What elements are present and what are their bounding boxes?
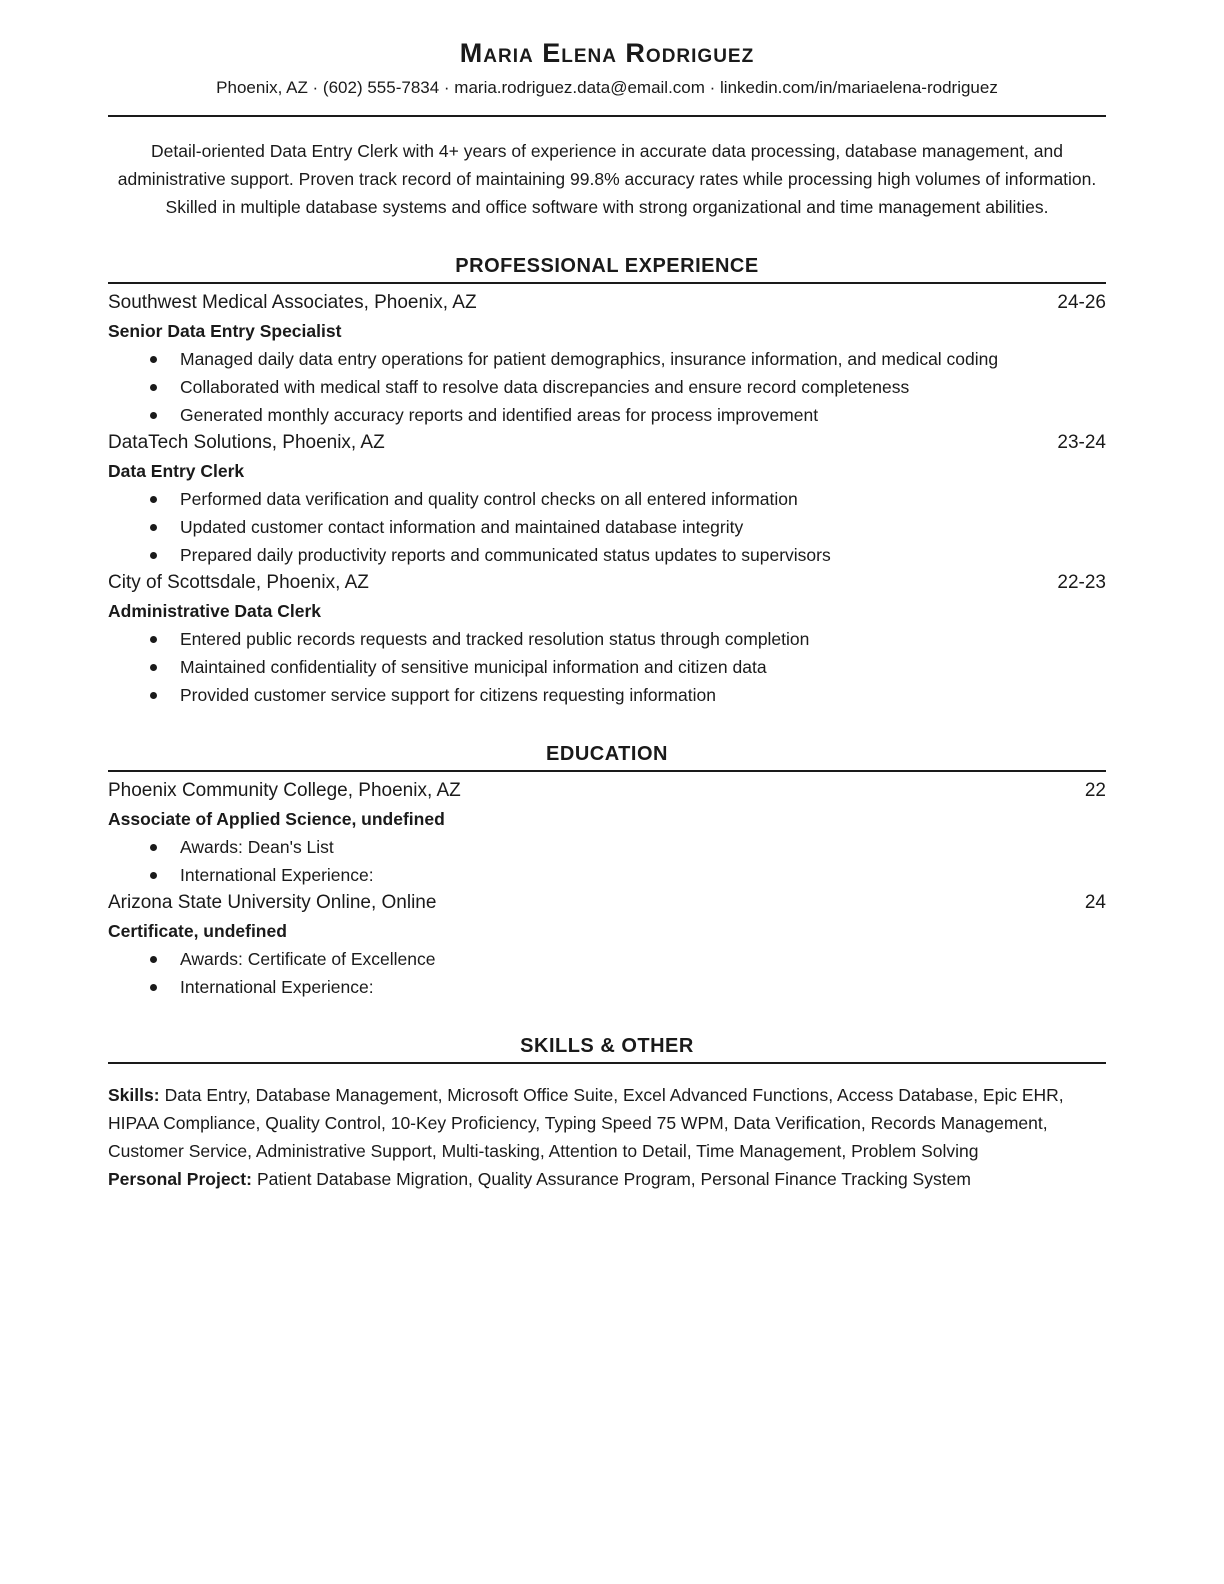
- header-divider: [108, 115, 1106, 117]
- school-bullet: Awards: Dean's List: [180, 833, 1106, 861]
- job-role: Senior Data Entry Specialist: [108, 321, 342, 341]
- education-section-title: EDUCATION: [108, 742, 1106, 772]
- skills-paragraph: [108, 1081, 1106, 1165]
- skills-list-text: Data Entry, Database Management, Microsoft Office Suite, Excel Advanced Functions, Access Database, Epic EHR, HIPAA Compliance, Quality Control, 10-Key Proficiency, Typing Speed 75 WPM, Data Verification, Records Management, Customer Service, Administrative Support, Multi-tasking, Attention to Detail, Time Management, Problem Solving: [108, 1085, 1064, 1161]
- job-bullet: Maintained confidentiality of sensitive municipal information and citizen data: [180, 653, 1106, 681]
- job-bullet: Provided customer service support for citizens requesting information: [180, 681, 1106, 709]
- school-bullet: International Experience:: [180, 973, 1106, 1001]
- summary-paragraph: Detail-oriented Data Entry Clerk with 4+ years of experience in accurate data processing, database management, and administrative support. Proven track record of maintaining 99.8% accuracy rates while processing high volumes of information. Skilled in multiple database systems and office software with strong organizational and time management abilities.: [117, 141, 1097, 217]
- job-entry-city-of-scottsdale: [108, 569, 1106, 709]
- school-dates: 22: [1084, 780, 1106, 801]
- school-bullet: Awards: Certificate of Excellence: [180, 945, 1106, 973]
- job-company: DataTech Solutions, Phoenix, AZ: [108, 432, 385, 453]
- school-bullet-list: [108, 945, 1106, 1001]
- education-entry-phoenix-community-college: [108, 777, 1106, 889]
- job-entry-datatech: [108, 429, 1106, 569]
- job-bullet: Updated customer contact information and maintained database integrity: [180, 513, 1106, 541]
- job-dates: 24-26: [1057, 292, 1106, 313]
- experience-section-title: PROFESSIONAL EXPERIENCE: [108, 254, 1106, 284]
- personal-project-label: Personal Project:: [108, 1169, 252, 1189]
- candidate-name: Maria Elena Rodriguez: [459, 38, 755, 68]
- job-company: City of Scottsdale, Phoenix, AZ: [108, 572, 369, 593]
- section-skills-other: [108, 1034, 1106, 1193]
- job-bullet: Performed data verification and quality control checks on all entered information: [180, 485, 1106, 513]
- school-name: Phoenix Community College, Phoenix, AZ: [108, 780, 461, 801]
- skills-label: Skills:: [108, 1085, 160, 1105]
- school-dates: 24: [1084, 892, 1106, 913]
- personal-project-paragraph: [108, 1165, 1106, 1193]
- job-bullet-list: [108, 485, 1106, 569]
- personal-project-text: Patient Database Migration, Quality Assurance Program, Personal Finance Tracking System: [256, 1169, 971, 1189]
- school-name: Arizona State University Online, Online: [108, 892, 437, 913]
- education-section-body: [108, 772, 1106, 1001]
- section-professional-experience: [108, 254, 1106, 709]
- skills-section-title: SKILLS & OTHER: [108, 1034, 1106, 1064]
- job-company: Southwest Medical Associates, Phoenix, AZ: [108, 292, 477, 313]
- school-header-row: [108, 889, 1106, 917]
- job-bullet: Managed daily data entry operations for patient demographics, insurance information, and medical coding: [180, 345, 1106, 373]
- job-header-row: [108, 289, 1106, 317]
- job-dates: 22-23: [1057, 572, 1106, 593]
- section-education: [108, 742, 1106, 1001]
- school-header-row: [108, 777, 1106, 805]
- contact-line: Phoenix, AZ · (602) 555-7834 · maria.rodriguez.data@email.com · linkedin.com/in/mariaelena-rodriguez: [216, 78, 998, 97]
- resume-header: [108, 36, 1106, 100]
- education-entry-arizona-state-online: [108, 889, 1106, 1001]
- job-bullet: Collaborated with medical staff to resolve data discrepancies and ensure record completeness: [180, 373, 1106, 401]
- skills-section-body: [108, 1064, 1106, 1193]
- job-bullet: Entered public records requests and tracked resolution status through completion: [180, 625, 1106, 653]
- job-header-row: [108, 569, 1106, 597]
- job-bullet-list: [108, 345, 1106, 429]
- job-bullet-list: [108, 625, 1106, 709]
- school-degree: Certificate, undefined: [108, 921, 287, 941]
- experience-section-body: [108, 284, 1106, 709]
- job-role: Administrative Data Clerk: [108, 601, 321, 621]
- job-entry-southwest-medical: [108, 289, 1106, 429]
- job-dates: 23-24: [1057, 432, 1106, 453]
- school-bullet-list: [108, 833, 1106, 889]
- job-bullet: Generated monthly accuracy reports and identified areas for process improvement: [180, 401, 1106, 429]
- job-bullet: Prepared daily productivity reports and communicated status updates to supervisors: [180, 541, 1106, 569]
- school-degree: Associate of Applied Science, undefined: [108, 809, 445, 829]
- job-header-row: [108, 429, 1106, 457]
- school-bullet: International Experience:: [180, 861, 1106, 889]
- job-role: Data Entry Clerk: [108, 461, 245, 481]
